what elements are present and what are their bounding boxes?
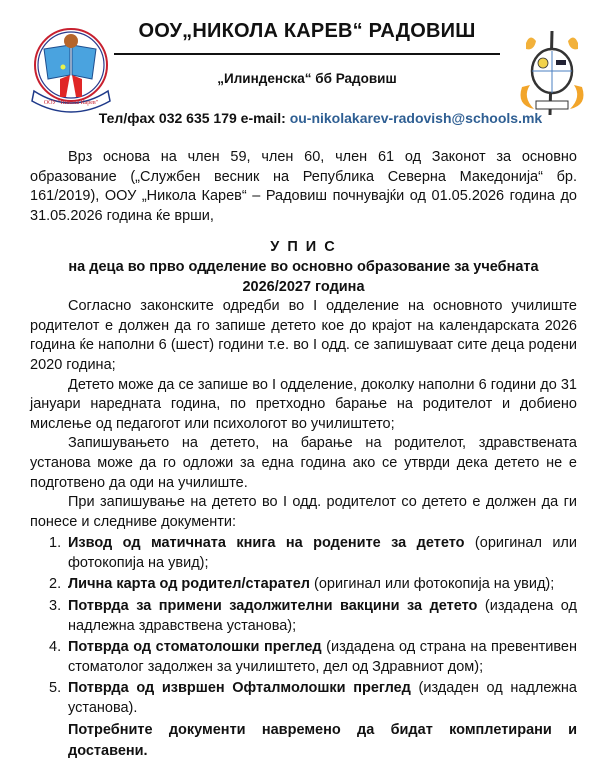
document-subtitle-line2: 2026/2027 година: [242, 278, 365, 295]
paragraph-postponement: Запишувањето на детето, на барање на родителот, здравствената установа може да го одложи за една година ако се утврди дека детето не е подготвено да оди на училиште.: [30, 435, 577, 491]
list-number: 2.: [49, 576, 62, 593]
list-item: [49, 638, 577, 677]
document-body: [30, 148, 577, 762]
document-name: Потврда за примени задолжителни вакцини за детето: [68, 598, 478, 615]
school-logo-right: [512, 27, 592, 119]
logo-left-text: ООУ "Никола Карев": [43, 100, 99, 106]
document-note: (издадена од надлежна здравствена установа);: [68, 598, 577, 634]
phone-fax: Тел/фах 032 635 179 e-mail:: [98, 110, 290, 126]
document-note: (оригинал или фотокопија на увид);: [68, 535, 577, 571]
document-subtitle-line1: на деца во прво одделение во основно образование за учебната: [68, 258, 539, 275]
document-note: (издадена од страна на превентивен стоматолог задолжен за училиштето, дел од Здравниот дом);: [68, 639, 577, 675]
school-address: „Илинденска“ бб Радовиш: [217, 71, 397, 86]
document-name: Извод од матичната книга на родените за детето: [68, 535, 465, 552]
list-item: [49, 679, 577, 718]
intro-paragraph: Врз основа на член 59, член 60, член 61 од Законот за основно образование („Службен весник на Република Северна Македонија“ бр. 161/2019), ООУ „Никола Карев“ – Радовиш почнувајќи од 01.05.2026 година до 31.05.2026 година ќе врши,: [30, 149, 577, 224]
document-name: Лична карта од родител/старател: [68, 576, 311, 593]
list-number: 5.: [49, 680, 62, 697]
list-number: 1.: [49, 535, 62, 552]
required-documents-list: [30, 534, 577, 718]
document-title: У П И С: [270, 239, 337, 256]
document-note: (издаден од надлежна установа).: [68, 680, 577, 717]
list-number: 4.: [49, 639, 62, 656]
document-name: Потврда од извршен Офталмолошки преглед: [68, 680, 411, 697]
list-item: [49, 575, 577, 595]
list-item: [49, 534, 577, 573]
header-divider: [114, 53, 500, 55]
paragraph-documents-intro: При запишување на детето во I одд. родителот со детето е должен да ги понесе и следниве документи:: [30, 494, 577, 530]
paragraph-age-requirement: Согласно законските одредби во I одделение на основното училиште родителот е должен да го запише детето кое до крајот на календарската 2026 година ќе наполни 6 (шест) години т.е. во I одд. се запишуваат сите деца родени 2020 година;: [30, 298, 577, 373]
list-number: 3.: [49, 598, 62, 615]
document-name: Потврда од стоматолошки преглед: [68, 639, 322, 656]
list-item: [49, 597, 577, 636]
paragraph-early-enrollment: Детето може да се запише во I одделение, доколку наполни 6 години до 31 јануари наредната година, по претходно барање на родителот и добиено мислење од педагогот или психологот во училиштето;: [30, 376, 577, 432]
title-block: [30, 238, 577, 297]
closing-note-line1: Потребните документи навремено да бидат комплетирани и: [68, 721, 577, 738]
closing-note-line2: доставени.: [68, 743, 148, 760]
school-name: ООУ„НИКОЛА КАРЕВ“ РАДОВИШ: [138, 20, 476, 42]
document-note: (оригинал или фотокопија на увид);: [310, 576, 555, 593]
school-logo-left: [30, 27, 112, 113]
contact-line: [0, 110, 611, 126]
email-link[interactable]: ou-nikolakarev-radovish@schools.mk: [289, 110, 543, 126]
